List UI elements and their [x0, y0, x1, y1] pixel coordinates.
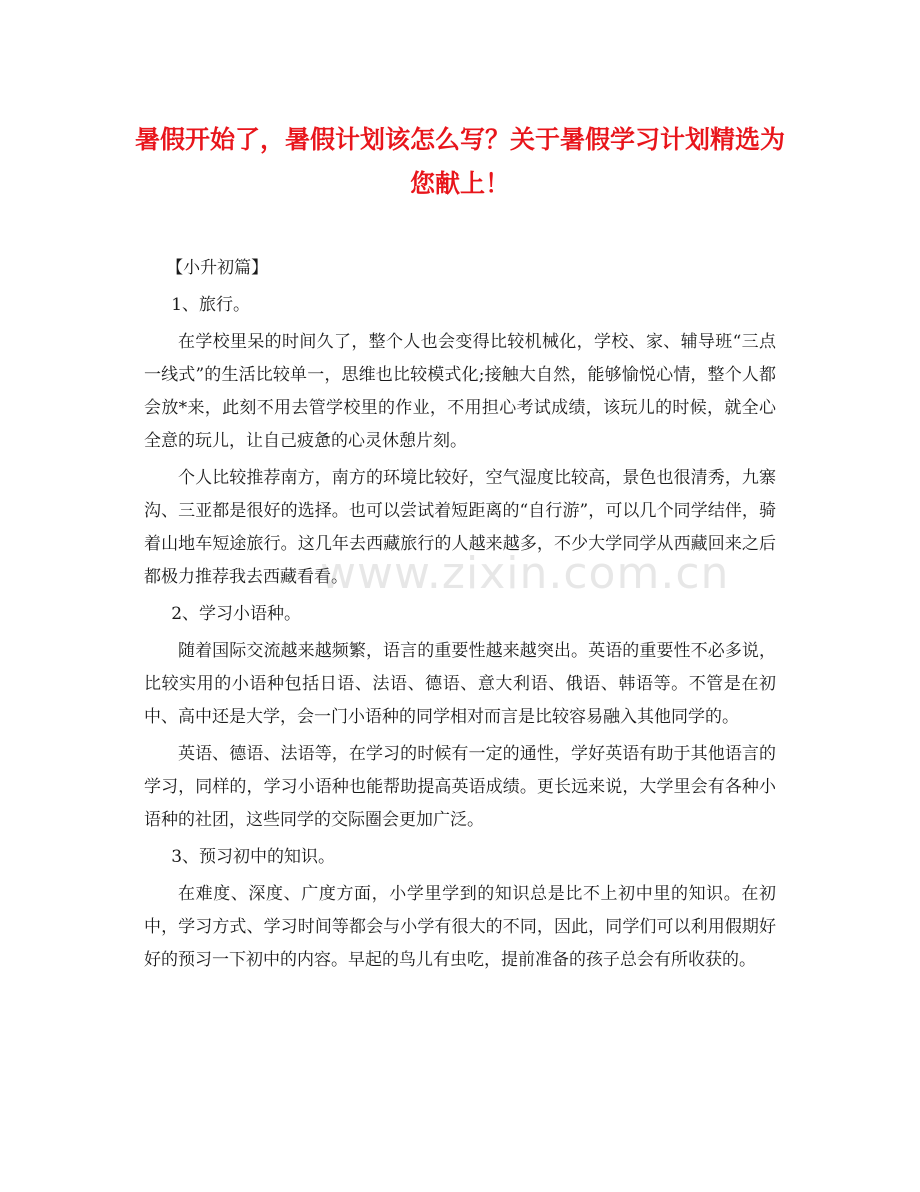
paragraph-5: 在难度、深度、广度方面，小学里学到的知识总是比不上初中里的知识。在初中，学习方式、学习时间等都会与小学有很大的不同，因此，同学们可以利用假期好好的预习一下初中的内容。早起的鸟儿有虫吃，提前准备的孩子总会有所收获的。: [144, 884, 776, 970]
document-body: [144, 252, 776, 981]
paragraph-3: 随着国际交流越来越频繁，语言的重要性越来越突出。英语的重要性不必多说，比较实用的小语种包括日语、法语、德语、意大利语、俄语、韩语等。不管是在初中、高中还是大学，会一门小语种的同学相对而言是比较容易融入其他同学的。: [144, 641, 776, 727]
paragraph-4: 英语、德语、法语等，在学习的时候有一定的通性，学好英语有助于其他语言的学习，同样的，学习小语种也能帮助提高英语成绩。更长远来说，大学里会有各种小语种的社团，这些同学的交际圈会更加广泛。: [144, 744, 776, 830]
watermark: www.zixin.com.cn: [320, 548, 730, 599]
paragraph-2: 个人比较推荐南方，南方的环境比较好，空气湿度比较高，景色也很清秀，九寨沟、三亚都是很好的选择。也可以尝试着短距离的“自行游”，可以几个同学结伴，骑着山地车短途旅行。这几年去西藏旅行的人越来越多，不少大学同学从西藏回来之后都极力推荐我去西藏看看。: [144, 468, 776, 587]
section-tag: 【小升初篇】: [166, 258, 269, 278]
document-title: 暑假开始了，暑假计划该怎么写？关于暑假学习计划精选为您献上！: [134, 125, 785, 198]
heading-preview: 3、预习初中的知识。: [171, 847, 336, 867]
paragraph-1: 在学校里呆的时间久了，整个人也会变得比较机械化，学校、家、辅导班“三点一线式”的生活比较单一，思维也比较模式化;接触大自然，能够愉悦心情，整个人都会放*来，此刻不用去管学校里的作业，不用担心考试成绩，该玩儿的时候，就全心全意的玩儿，让自己疲惫的心灵休憩片刻。: [144, 332, 776, 451]
heading-languages: 2、学习小语种。: [171, 604, 302, 624]
heading-travel: 1、旅行。: [171, 295, 251, 315]
